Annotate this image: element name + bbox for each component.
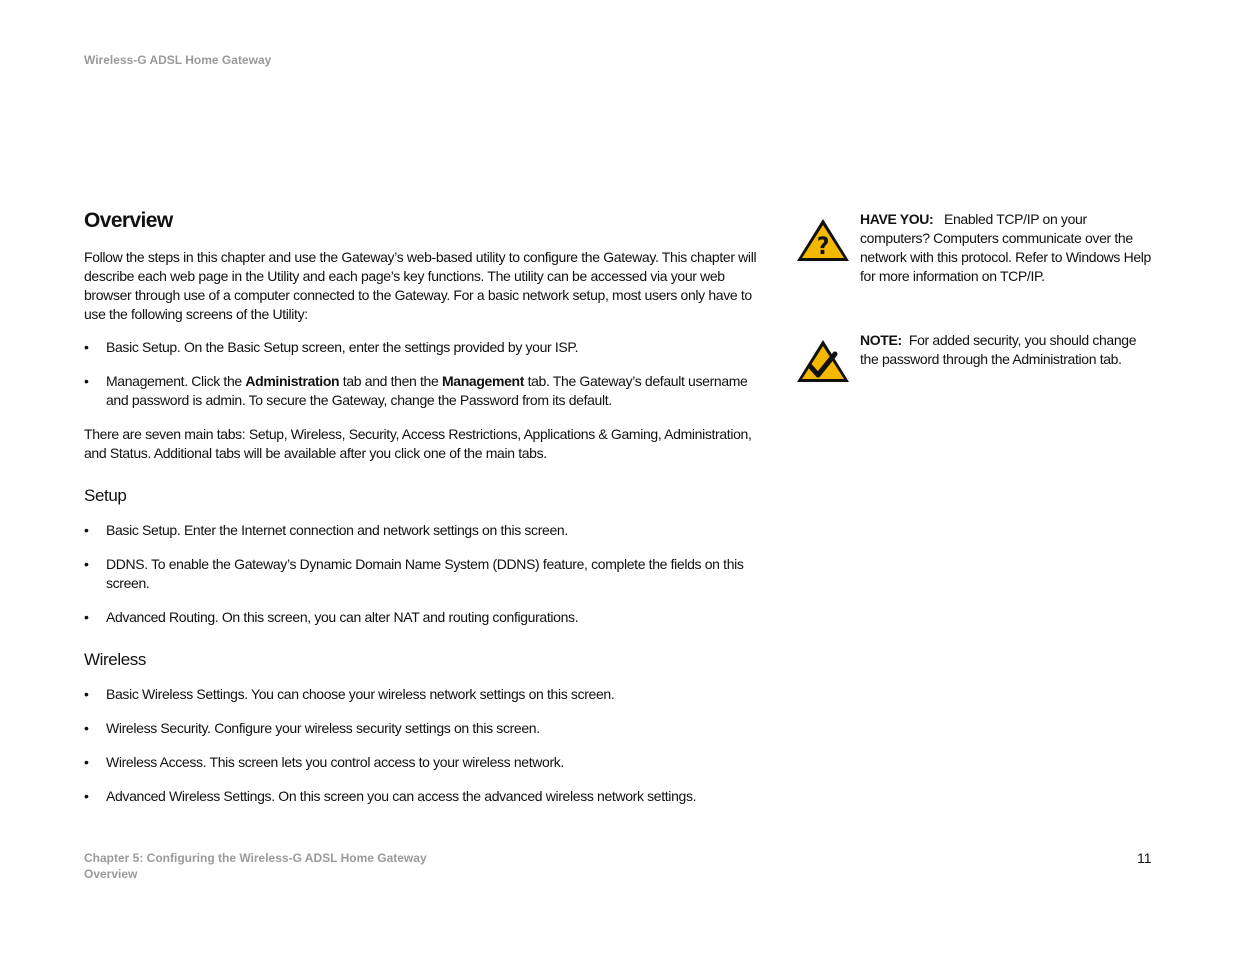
note-label: NOTE: [860, 332, 902, 348]
question-warning-icon [795, 216, 851, 264]
list-item-text: Advanced Routing. On this screen, you can alter NAT and routing configurations. [106, 609, 579, 625]
bullet-icon: • [84, 754, 89, 770]
list-item [84, 753, 760, 772]
bullet-icon: • [84, 720, 89, 736]
footer-section: Overview [84, 867, 138, 881]
bullet-icon: • [84, 609, 89, 625]
list-item-text: Advanced Wireless Settings. On this screen you can access the advanced wireless network settings. [106, 788, 697, 804]
setup-heading: Setup [84, 486, 127, 505]
running-header: Wireless-G ADSL Home Gateway [84, 53, 272, 67]
security-note [795, 331, 1155, 369]
list-item [84, 521, 760, 540]
note-text: For added security, you should change the password through the Administration tab. [860, 332, 1137, 367]
list-item-text: Basic Setup. Enter the Internet connection and network settings on this screen. [106, 522, 568, 538]
list-item [84, 608, 760, 627]
wireless-heading: Wireless [84, 650, 146, 669]
page-number: 11 [1137, 850, 1152, 866]
list-item [84, 685, 760, 704]
list-item [84, 719, 760, 738]
management-term: Management [441, 373, 525, 389]
bullet-icon: • [84, 556, 89, 572]
bullet-icon: • [84, 339, 89, 355]
list-item [84, 555, 760, 593]
bullet-icon: • [84, 373, 89, 389]
bullet-icon: • [84, 788, 89, 804]
list-item-text: Basic Setup. On the Basic Setup screen, enter the settings provided by your ISP. [106, 339, 579, 355]
list-item-text: Wireless Security. Configure your wireless security settings on this screen. [106, 720, 540, 736]
intro-paragraph: Follow the steps in this chapter and use the Gateway’s web-based utility to configure the Gateway. This chapter will describe each web page in the Utility and each page’s key functions. The utility can be accessed via your web browser through use of a computer connected to the Gateway. For a basic network setup, most users only have to use the following screens of the Utility: [84, 249, 757, 322]
bullet-icon: • [84, 522, 89, 538]
list-item-text: Wireless Access. This screen lets you control access to your wireless network. [106, 754, 564, 770]
footer-chapter-title: Chapter 5: Configuring the Wireless-G ADSL Home Gateway [84, 851, 427, 865]
list-item-text: DDNS. To enable the Gateway’s Dynamic Domain Name System (DDNS) feature, complete the fields on this screen. [106, 556, 744, 591]
sidebar-notes [795, 210, 1155, 369]
have-you-text: Enabled TCP/IP on your computers? Computers communicate over the network with this protocol. Refer to Windows Help for more information on TCP/IP. [860, 211, 1151, 284]
bullet-icon: • [84, 686, 89, 702]
tabs-paragraph: There are seven main tabs: Setup, Wireless, Security, Access Restrictions, Applications & Gaming, Administration, and Status. Additional tabs will be available after you click one of the main tabs. [84, 426, 752, 461]
have-you-label: HAVE YOU: [860, 211, 934, 227]
svg-text:?: ? [816, 232, 830, 260]
administration-term: Administration [245, 373, 340, 389]
have-you-note [795, 210, 1155, 286]
list-item-text: Management. Click the Administration tab and then the Management tab. The Gateway’s default username and password is admin. To secure the Gateway, change the Password from its default. [106, 373, 748, 408]
page-title: Overview [84, 209, 173, 232]
list-item [84, 372, 760, 410]
footer-chapter [84, 850, 427, 882]
checkmark-warning-icon [795, 337, 851, 385]
main-content [84, 208, 760, 821]
list-item-text: Basic Wireless Settings. You can choose your wireless network settings on this screen. [106, 686, 615, 702]
list-item [84, 787, 760, 806]
list-item [84, 338, 760, 357]
